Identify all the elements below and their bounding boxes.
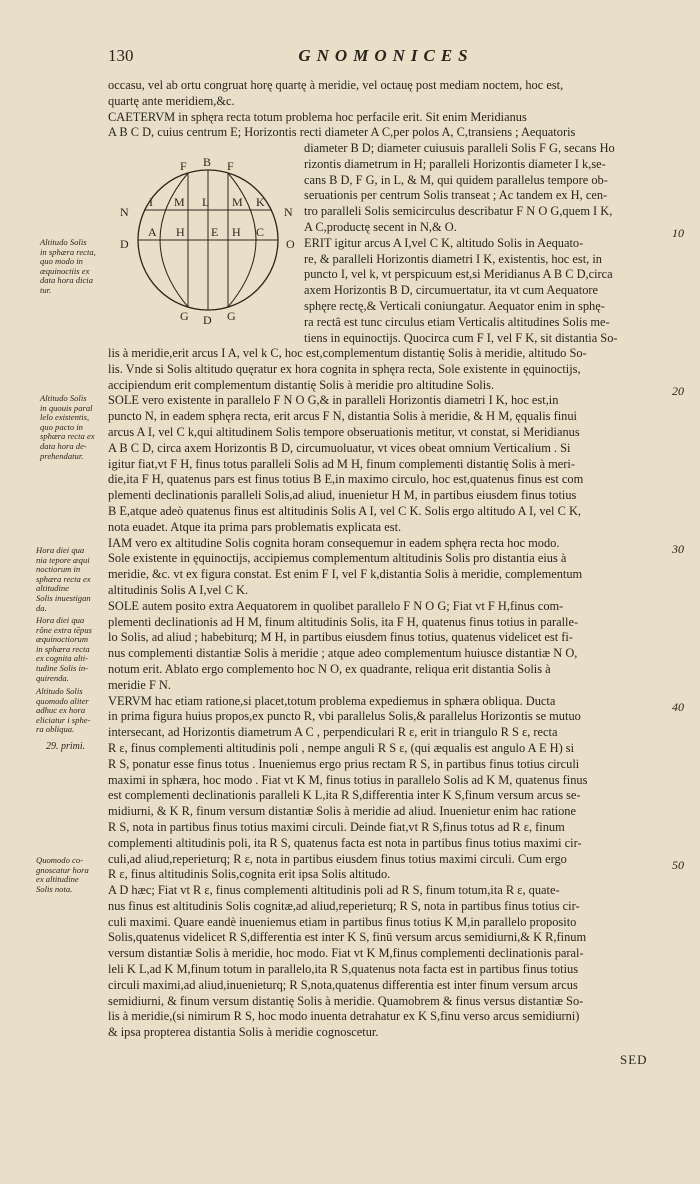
margin-note-line: quirenda. — [36, 672, 69, 683]
margin-note-line: ex cognita alti- — [36, 653, 89, 664]
margin-note-line: ra obliqua. — [36, 724, 75, 735]
margin-note-line: Solis nota. — [36, 883, 73, 894]
text-line: lis à meridie,(si nimirum R S, hoc modo inuenta detrahatur ex K S,finu verso arcus semidiurni) — [108, 1009, 580, 1024]
margin-note — [46, 742, 85, 752]
diagram-label: G — [180, 309, 189, 323]
text-line: A B C D, circa axem Horizontis B D, circumuoluatur, vt vices obeat omnium Verticalium . Si — [108, 440, 571, 455]
margin-note-line: noctiorum in — [36, 564, 81, 575]
text-line: CAETERVM in sphęra recta totum problema hoc perfacile erit. Sit enim Meridianus — [108, 109, 527, 124]
diagram-label: E — [211, 225, 219, 239]
text-line: cans B D, F G, in L, & M, qui quidem parallelus tempore ob- — [304, 172, 608, 187]
text-line: meridie F N. — [108, 677, 171, 692]
text-line: B E,atque adeò quatenus finus est altitudinis Solis A I, vel C K. Solis ergo altitudo A I, vel C K, — [108, 503, 581, 518]
text-line: complementi altitudinis poli, ita R S, quatenus facta est nota in partibus finus totius maximi cir- — [108, 835, 582, 850]
running-head: GNOMONICES — [298, 46, 474, 65]
text-line: nota euadet. Atque ita prima pars problematis explicata est. — [108, 519, 402, 534]
margin-note-line: quomodo aliter — [36, 695, 89, 706]
diagram-label: A — [148, 225, 157, 239]
diagram-label: F — [227, 159, 234, 173]
text-line: in prima figura huius propos,ex puncto R, vbi parallelus Solis,& parallelus Horizontis se mutuo — [108, 709, 581, 724]
text-line: quartę ante meridiem,&c. — [108, 93, 235, 108]
text-line: R S, nota in partibus finus totius maximi circuli. Deinde fiat,vt R S,finus totus ad R ε, finum — [108, 819, 565, 834]
margin-note — [36, 616, 92, 683]
text-line: intersecant, ad Horizontis diametrum A C , perpendiculari R ε, erit in triangulo R S ε, recta — [108, 725, 558, 740]
margin-note-line: sphæra recta ex — [36, 573, 91, 584]
text-line: A B C D, cuius centrum E; Horizontis recti diameter A C,per polos A, C,transiens ; Aequatoris — [108, 125, 576, 140]
text-line: lo Solis, ad aliud ; habebiturq; M H, in partibus eiusdem finus totius, quatenus videlicet est fi- — [108, 630, 573, 645]
margin-note-line: prehendatur. — [40, 450, 84, 461]
line-number: 30 — [672, 542, 684, 556]
margin-note-line: lelo existentis, — [40, 412, 90, 423]
margin-note-line: Hora diei qua — [36, 545, 85, 555]
text-line: Sole existente in ęquinoctijs, accipiemus complementum altitudinis Solis pro distantia eius à — [108, 551, 567, 566]
diagram-label: K — [256, 195, 265, 209]
text-line: sphęre rectę,& Verticali coniungatur. Aequator enim in sphę- — [304, 298, 605, 313]
text-line: culi,ad aliud,reperieturq; R ε, nota in partibus eiusdem finus totius maximi circuli. Cum ergo — [108, 851, 567, 866]
line-number: 10 — [672, 226, 684, 240]
text-line: die,ita F H, quatenus pars est finus totius B E,in maximo circulo, hoc est,quatenus finus est com — [108, 472, 584, 487]
text-line: occasu, vel ab ortu congruat horę quartę à meridie, vel octauę post mediam noctem, hoc est, — [108, 78, 564, 92]
margin-note-line: eliciatur i sphe- — [36, 714, 91, 725]
text-line: VERVM hac etiam ratione,si placet,totum problema expediemus in sphæra obliqua. Ducta — [108, 693, 556, 708]
margin-note-line: gnoscatur hora — [36, 864, 89, 875]
text-line: igitur fiat,vt F H, finus totus paralleli Solis ad M H, finum complementi distantię Solis à meri- — [108, 456, 576, 471]
text-line: diameter B D; diameter cuiusuis paralleli Solis F G, secans Ho — [304, 141, 615, 155]
text-line: seruationis per centrum Solis transeat ; Ac tandem ex H, cen- — [304, 188, 608, 203]
margin-note-line: nia tepore æqui — [36, 554, 90, 565]
text-line: circuli maximi,ad aliud,inuenieturq; R S,nota,quatenus differentia est inter finum versum arcus — [108, 977, 578, 992]
sphere-diagram — [116, 158, 302, 324]
margin-note-line: Solis inuestigan — [36, 592, 91, 603]
line-number: 50 — [672, 858, 684, 872]
diagram-label: O — [286, 237, 295, 251]
text-line: tro paralleli Solis semicirculus describatur F N O G,quem I K, — [304, 204, 613, 219]
diagram-label: D — [203, 313, 212, 324]
text-line: plementi declinationis ad H M, finum altitudinis Solis, ita F H, quatenus finus totius in paralle- — [108, 614, 579, 629]
diagram-label: G — [227, 309, 236, 323]
text-line: re, & paralleli Horizontis diametri I K, existentis, hoc est, in — [304, 251, 602, 266]
line-number: 40 — [672, 700, 684, 714]
margin-note-line: Quomodo co- — [36, 855, 84, 865]
text-line: nus complementi distantiæ Solis à meridie ; atque adeo complementum huiusce distantiæ N O, — [108, 646, 578, 661]
text-line: est complementi declinationis paralleli K L,ita R S,differentia inter K S,finum versum arcus se- — [108, 788, 581, 803]
diagram-label: H — [232, 225, 241, 239]
margin-note-line: sphæra recta ex — [40, 431, 95, 442]
text-line: A C,productę secent in N,& O. — [304, 219, 457, 234]
figure-side-paragraph — [304, 141, 664, 346]
text-line: lis à meridie,erit arcus I A, vel k C, hoc est,complementum distantię Solis à meridie, altitudo So- — [108, 346, 587, 360]
margin-note-line: Altitudo Solis — [40, 393, 87, 403]
margin-note — [40, 394, 95, 461]
text-line: R ε, finus altitudinis Solis,cognita erit ipsa Solis altitudo. — [108, 867, 391, 882]
diagram-label: L — [202, 195, 210, 209]
margin-note-line: in quouis paral — [40, 402, 93, 413]
text-line: plementi declinationis paralleli Solis,ad aliud, inuenietur H M, in partibus eiusdem finus totius — [108, 488, 577, 503]
margin-note-line: rône extra tēpus — [36, 624, 92, 635]
text-line: culi maximi. Quare eandè inueniemus etiam in partibus finus totius K M,in parallelo proposito — [108, 914, 577, 929]
margin-note — [36, 856, 89, 894]
margin-note-line: data hora dicia — [40, 275, 93, 286]
text-line: SOLE autem posito extra Aequatorem in quolibet parallelo F N O G; Fiat vt F H,finus com- — [108, 598, 564, 613]
margin-note — [36, 687, 90, 735]
margin-note — [40, 238, 96, 296]
margin-note-line: æquinoctiis ex — [40, 265, 90, 276]
text-line: puncto N, in eadem sphęra recta, erit arcus F N, distantia Solis à meridie, & H M, ęqualis finui — [108, 409, 578, 424]
text-line: meridie, &c. vt ex figura constat. Est enim F I, vel F k,distantia Solis à meridie, complementum — [108, 567, 583, 582]
text-line: A D hæc; Fiat vt R ε, finus complementi altitudinis poli ad R S, finum totum,ita R ε, quate- — [108, 883, 560, 898]
text-line: versum distantiæ Solis à meridie, hoc modo. Fiat vt K M,finus complementi declinationis paral- — [108, 946, 584, 961]
diagram-label: I — [149, 195, 153, 209]
opening-paragraph — [108, 78, 664, 141]
page-header — [108, 46, 664, 68]
text-line: axem Horizontis B D, circumuertatur, ita vt cum Aequatore — [304, 283, 599, 298]
main-text — [108, 346, 664, 1041]
diagram-label: C — [256, 225, 265, 239]
catchword: SED — [620, 1052, 648, 1067]
margin-note-line: adhuc ex hora — [36, 705, 86, 716]
margin-note-line: in sphæra recta, — [40, 246, 96, 257]
margin-note-line: in sphæra recta — [36, 643, 90, 654]
text-line: lis. Vnde si Solis altitudo quęratur ex hora cognita in sphęra recta, Sole existente in ęquinoctijs, — [108, 361, 581, 376]
margin-note-line: Altitudo Solis — [36, 686, 83, 696]
diagram-label: H — [176, 225, 185, 239]
margin-note-line: tur. — [40, 284, 52, 295]
text-line: & ipsa propterea distantia Solis à meridie cognoscetur. — [108, 1025, 379, 1040]
margin-note-line: Altitudo Solis — [40, 237, 87, 247]
diagram-label: M — [232, 195, 243, 209]
text-line: nus finus est altitudinis Solis cognitæ,ad aliud,reperieturq; R S, nota in partibus finus totius cir- — [108, 898, 580, 913]
text-line: accipiendum erit complementum distantię Solis à meridie pro altitudine Solis. — [108, 377, 495, 392]
diagram-label: M — [174, 195, 185, 209]
diagram-label: B — [203, 158, 212, 169]
margin-note-line: da. — [36, 602, 47, 613]
margin-note — [36, 546, 91, 613]
text-line: arcus A I, vel C k,qui altitudinem Solis tempore obseruationis metitur, vt constat, si Meridianus — [108, 424, 580, 439]
text-line: SOLE vero existente in parallelo F N O G,& in paralleli Horizontis diametri I K, hoc est,in — [108, 393, 559, 408]
text-line: semidiurni, & finum versum distantię Solis à meridie. Quamobrem & finus versus distantiæ So- — [108, 993, 584, 1008]
margin-note-line: quo pacto in — [40, 421, 83, 432]
text-line: Solis,quatenus videlicet R S,differentia est inter K S, finū versum arcus semidiurni,& K R,finum — [108, 930, 587, 945]
diagram-label: F — [180, 159, 187, 173]
page-number: 130 — [108, 46, 134, 65]
margin-note-line: æquinoctiorum — [36, 634, 89, 645]
text-line: puncto I, vel k, vt perspicuum est,si Meridianus A B C D,circa — [304, 267, 613, 282]
diagram-label: N — [120, 205, 129, 219]
text-line: leli K L,ad K M,finum totum in parallelo,ita R S,quatenus nota facta est in partibus finus totius — [108, 962, 579, 977]
text-line: notum erit. Ablato ergo complemento hoc N O, ex quadrante, reliqua erit distantia Solis à — [108, 661, 551, 676]
margin-note-line: 29. primi. — [46, 741, 86, 752]
margin-note-line: altitudine — [36, 583, 69, 594]
line-number: 20 — [672, 384, 684, 398]
diagram-label: D — [120, 237, 129, 251]
margin-note-line: Hora diei qua — [36, 615, 85, 625]
text-line: maximi in sphæra, hoc modo . Fiat vt K M, finus totius in parallelo Solis ad K M, quatenus finus — [108, 772, 588, 787]
text-line: R ε, finus complementi altitudinis poli , nempe anguli R S ε, (qui æqualis est angulo A E H) si — [108, 740, 575, 755]
text-line: midiurni, & K R, finum versum distantiæ Solis à meridie ad aliud. Inuenietur enim hac ratione — [108, 804, 577, 819]
text-line: rizontis diametrum in H; paralleli Horizontis diameter I k,se- — [304, 156, 606, 171]
margin-note-line: data hora de- — [40, 440, 87, 451]
text-line: IAM vero ex altitudine Solis cognita horam consequemur in eadem sphęra recta hoc modo. — [108, 535, 560, 550]
text-line: altitudinis Solis A I,vel C K. — [108, 582, 249, 597]
text-line: ra rectâ est tunc circulus etiam Verticalis altitudines Solis me- — [304, 314, 610, 329]
diagram-label: N — [284, 205, 293, 219]
margin-note-line: quo modo in — [40, 256, 83, 267]
margin-note-line: ex altitudine — [36, 874, 79, 885]
text-line: R S, ponatur esse finus totus . Inueniemus ergo prius rectam R S, in partibus finus totius circuli — [108, 756, 580, 771]
text-line: tiens in equinoctijs. Quocirca cum F I, vel F K, sit distantia So- — [304, 330, 618, 345]
margin-note-line: tudine Solis in- — [36, 662, 89, 673]
text-line: ERIT igitur arcus A I,vel C K, altitudo Solis in Aequato- — [304, 235, 584, 250]
